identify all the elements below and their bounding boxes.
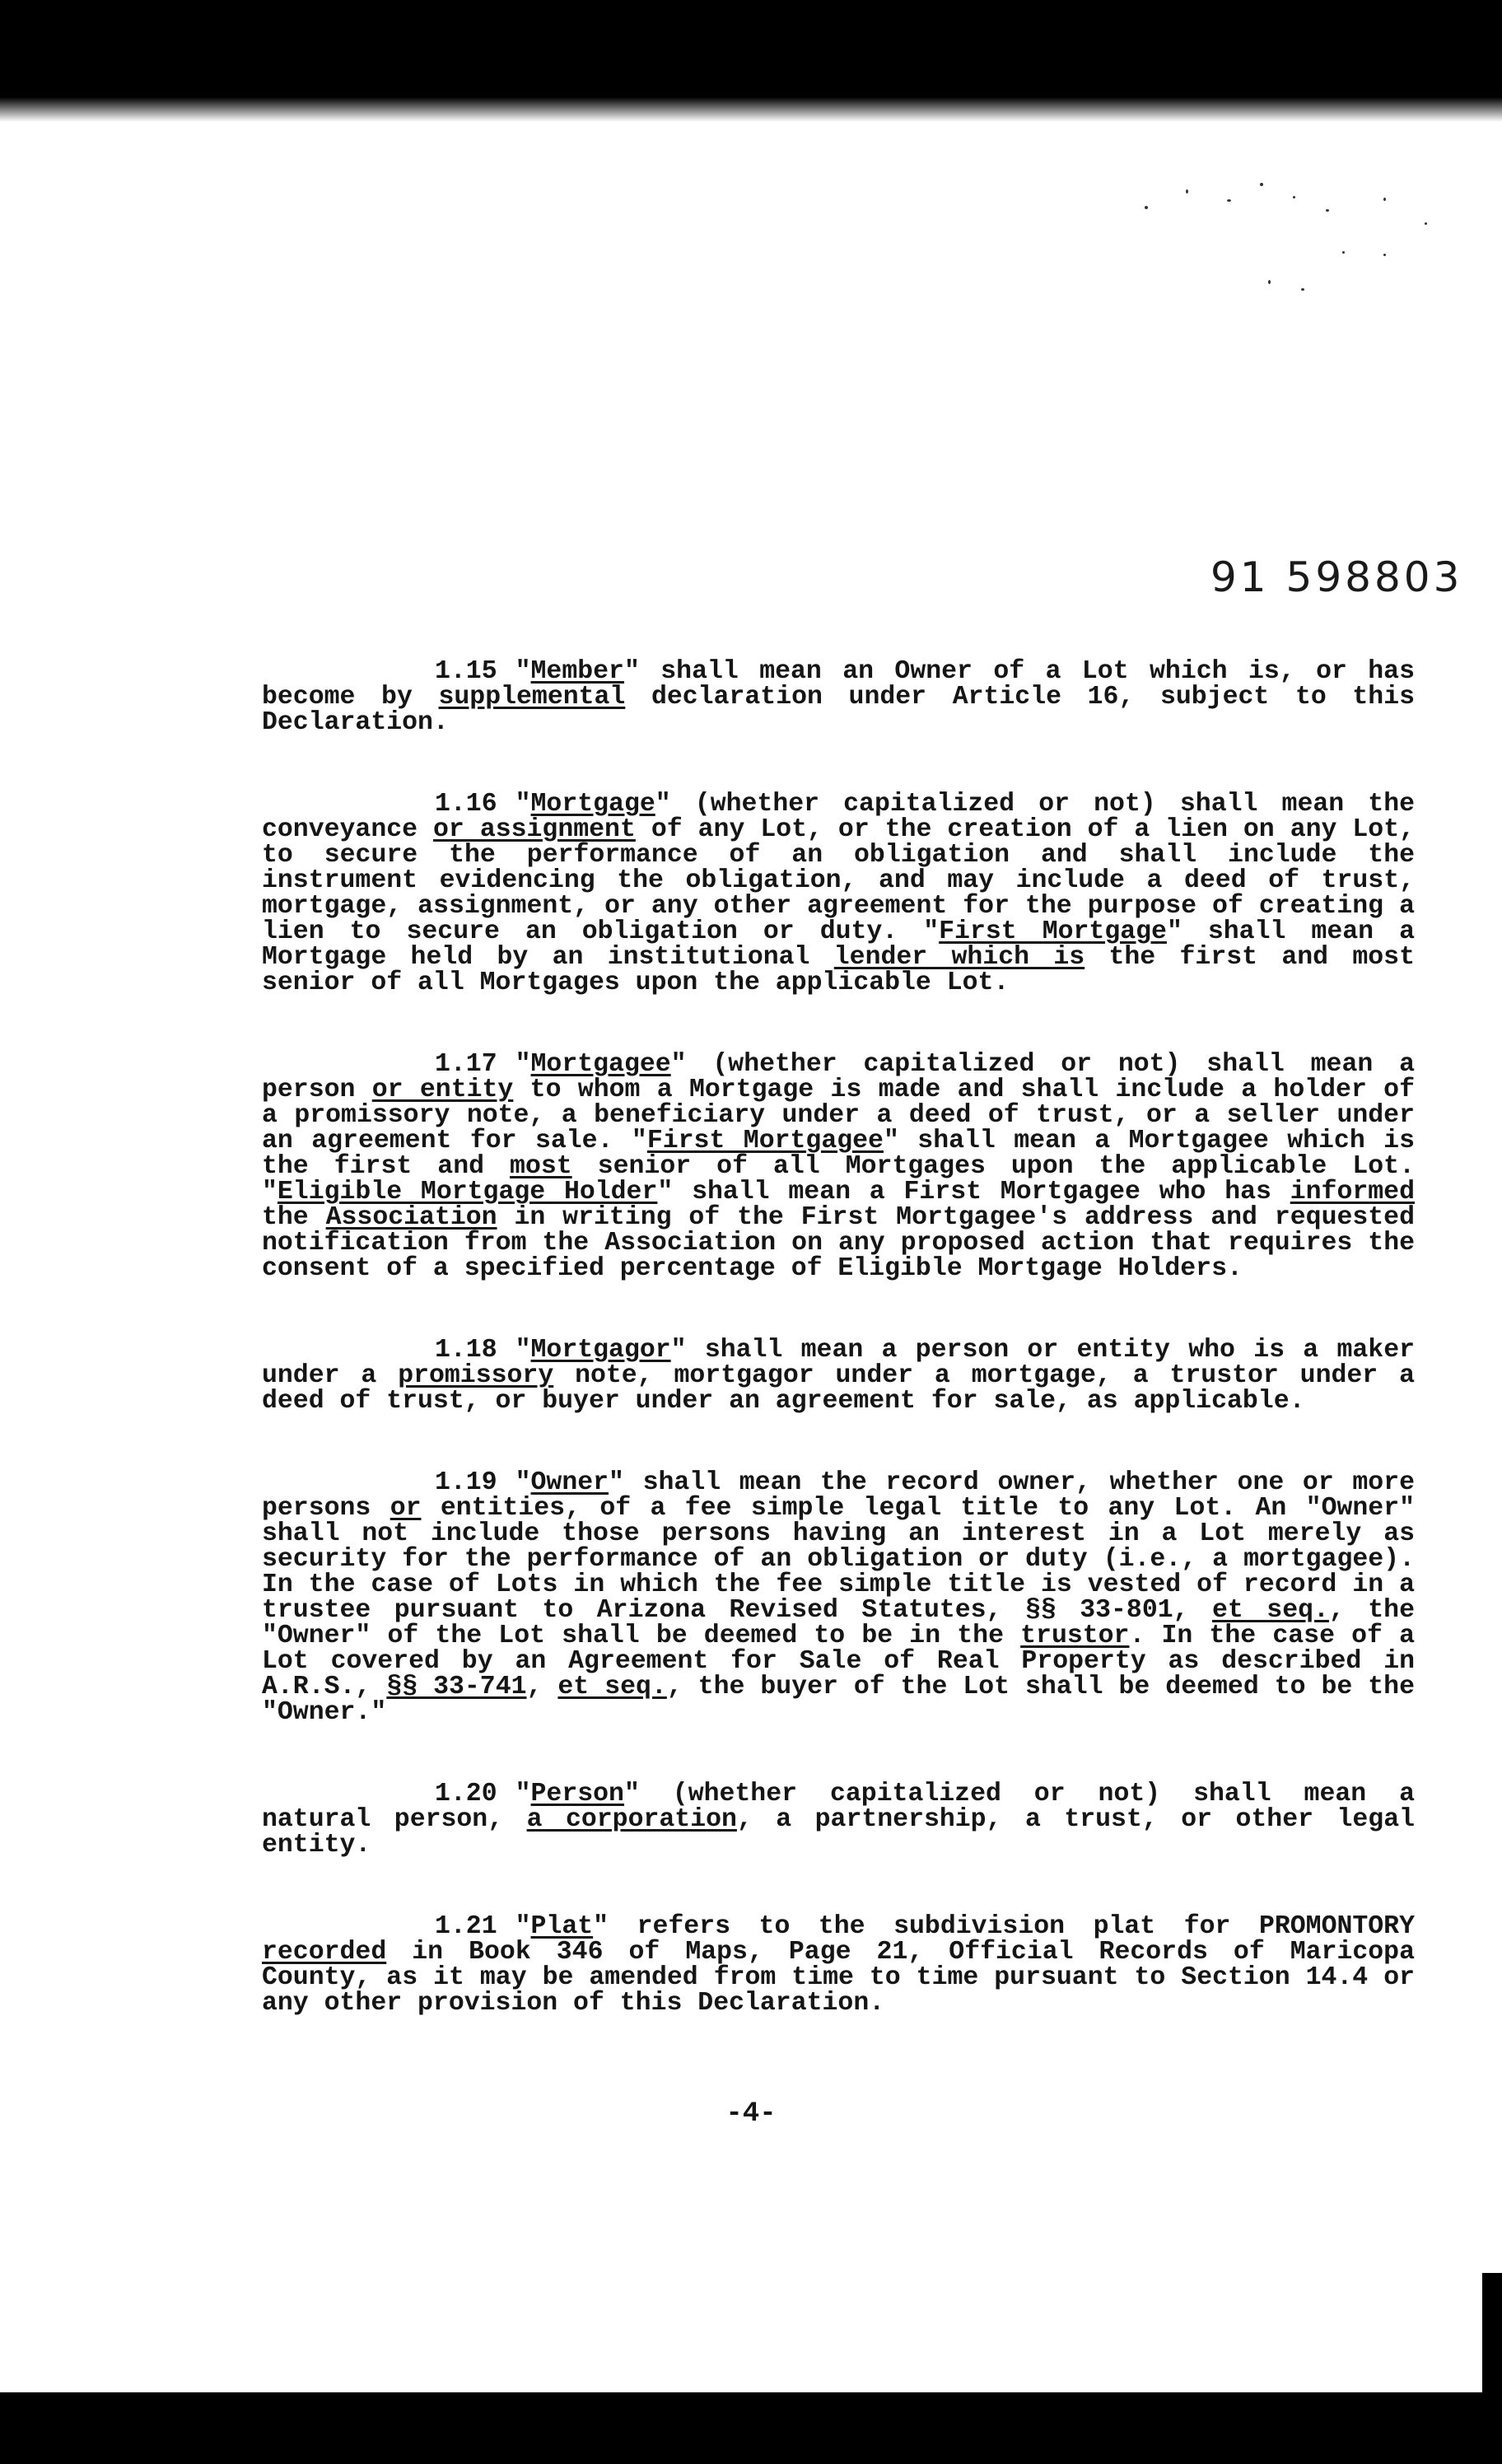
scan-right-edge-mark bbox=[1482, 2273, 1502, 2405]
underlined-term: most bbox=[510, 1152, 572, 1181]
section-text: the bbox=[262, 1203, 326, 1232]
section-number: 1.15 bbox=[435, 657, 497, 686]
section-text: senior of all Mortgages upon the applicable Lot. " bbox=[262, 1152, 1415, 1206]
underlined-term: Eligible Mortgage Holder bbox=[277, 1178, 658, 1206]
underlined-term: §§ 33-741 bbox=[386, 1673, 527, 1701]
underlined-term: trustor bbox=[1020, 1622, 1130, 1650]
underlined-term: Owner bbox=[530, 1468, 609, 1497]
section-number: 1.21 bbox=[435, 1912, 497, 1941]
speckle-dot bbox=[1145, 206, 1148, 209]
underlined-term: First Mortgagee bbox=[646, 1127, 884, 1155]
scan-top-border-fade bbox=[0, 97, 1502, 122]
section-text: " shall mean a First Mortgagee who has bbox=[657, 1178, 1290, 1206]
underlined-term: First Mortgage bbox=[939, 917, 1167, 946]
definition-section bbox=[262, 1470, 1415, 1725]
section-text: in writing of the First Mortgagee's address and requested notification from the Association on any proposed action that requires the consent of a specified percentage of Eligible Mortgage Holders. bbox=[262, 1203, 1415, 1283]
underlined-term: et seq. bbox=[1212, 1596, 1329, 1625]
section-text: to whom a Mortgage is made and shall include a holder of a promissory note, a beneficiary under a deed of trust, or a seller under an agreement for sale. " bbox=[262, 1076, 1415, 1155]
section-text: " (whether capitalized or not) shall mean a person bbox=[262, 1050, 1415, 1104]
speckle-dot bbox=[1425, 222, 1427, 225]
section-text: note, mortgagor under a mortgage, a trustor under a deed of trust, or buyer under an agreement for sale, as applicable. bbox=[262, 1361, 1415, 1416]
speckle-dot bbox=[1383, 198, 1386, 201]
section-text: entities, of a fee simple legal title to any Lot. An "Owner" shall not include those persons having an interest in a Lot merely as security for the performance of an obligation or duty (i.e., a mortgagee). In the case of Lots in which the fee simple title is vested of record in a trustee pursuant to Arizona Revised Statutes, §§ 33-801, bbox=[262, 1494, 1415, 1625]
speckle-dot bbox=[1301, 288, 1304, 291]
definition-section bbox=[262, 791, 1415, 996]
section-text: " bbox=[515, 790, 531, 819]
underlined-term: or assignment bbox=[433, 815, 636, 844]
page-number: -4- bbox=[725, 2098, 777, 2130]
section-number: 1.18 bbox=[435, 1336, 497, 1365]
underlined-term: Member bbox=[530, 657, 624, 686]
speckle-dot bbox=[1293, 196, 1295, 198]
section-text: " bbox=[515, 1468, 531, 1497]
speckle-dot bbox=[1186, 189, 1188, 194]
underlined-term: recorded bbox=[262, 1938, 387, 1967]
underlined-term: or bbox=[389, 1494, 422, 1523]
scan-speckle-noise bbox=[1136, 173, 1449, 321]
definition-section bbox=[262, 1914, 1415, 2016]
underlined-term: Person bbox=[530, 1780, 624, 1808]
underlined-term: Plat bbox=[530, 1912, 594, 1941]
section-text: " bbox=[515, 657, 531, 686]
section-text: " (whether capitalized or not) shall mean a natural person, bbox=[262, 1780, 1415, 1834]
underlined-term: informed bbox=[1290, 1178, 1415, 1206]
underlined-term: Mortgagor bbox=[530, 1336, 671, 1365]
section-text: " shall mean a Mortgage held by an institutional bbox=[262, 917, 1415, 972]
section-text: " bbox=[515, 1912, 531, 1941]
definition-section bbox=[262, 659, 1415, 735]
scan-top-border bbox=[0, 0, 1502, 107]
definition-section bbox=[262, 1052, 1415, 1281]
speckle-dot bbox=[1383, 254, 1386, 256]
section-text: " shall mean an Owner of a Lot which is, or has become by bbox=[262, 657, 1415, 712]
underlined-term: or entity bbox=[371, 1076, 514, 1104]
section-text: declaration under Article 16, subject to this Declaration. bbox=[262, 683, 1416, 737]
section-text: " shall mean the record owner, whether one or more persons bbox=[262, 1468, 1415, 1523]
section-text: , bbox=[526, 1673, 558, 1701]
section-text: . In the case of a Lot covered by an Agreement for Sale of Real Property as described in A.R.S., bbox=[262, 1622, 1415, 1701]
section-text: " refers to the subdivision plat for PROMONTORY bbox=[593, 1912, 1415, 1941]
section-text: in Book 346 of Maps, Page 21, Official Records of Maricopa County, as it may be amended from time to time pursuant to Section 14.4 or any other provision of this Declaration. bbox=[262, 1938, 1415, 2018]
section-number: 1.19 bbox=[435, 1468, 497, 1497]
section-text: " (whether capitalized or not) shall mean the conveyance bbox=[262, 790, 1415, 844]
section-text: , the buyer of the Lot shall be deemed to be the "Owner." bbox=[262, 1673, 1415, 1727]
speckle-dot bbox=[1260, 183, 1263, 186]
speckle-dot bbox=[1227, 199, 1231, 202]
section-text: " bbox=[515, 1780, 531, 1808]
section-text: " bbox=[515, 1336, 531, 1365]
underlined-term: et seq. bbox=[557, 1673, 667, 1701]
section-text: , the "Owner" of the Lot shall be deemed to be in the bbox=[262, 1596, 1415, 1650]
underlined-term: Mortgage bbox=[530, 790, 655, 819]
scan-bottom-border bbox=[0, 2392, 1502, 2464]
section-text: " bbox=[515, 1050, 531, 1079]
definition-section bbox=[262, 1781, 1415, 1858]
underlined-term: Mortgagee bbox=[530, 1050, 671, 1079]
speckle-dot bbox=[1268, 280, 1271, 284]
recording-number: 91 598803 bbox=[1210, 553, 1463, 601]
underlined-term: a corporation bbox=[526, 1805, 737, 1834]
declaration-body bbox=[262, 659, 1415, 2072]
speckle-dot bbox=[1326, 209, 1329, 212]
section-text: of any Lot, or the creation of a lien on any Lot, to secure the performance of an obligation and shall include the instrument evidencing the obligation, and may include a deed of trust, mortgage, assignment, or any other agreement for the purpose of creating a lien to secure an obligation or duty. " bbox=[262, 815, 1416, 946]
underlined-term: lender which is bbox=[833, 943, 1085, 972]
section-text: the first and most senior of all Mortgages upon the applicable Lot. bbox=[262, 943, 1415, 997]
section-text: " shall mean a person or entity who is a maker under a bbox=[262, 1336, 1415, 1390]
section-number: 1.17 bbox=[435, 1050, 497, 1079]
underlined-term: promissory bbox=[398, 1361, 554, 1390]
section-number: 1.16 bbox=[435, 790, 497, 819]
section-text: , a partnership, a trust, or other legal entity. bbox=[262, 1805, 1415, 1860]
underlined-term: supplemental bbox=[438, 683, 626, 712]
underlined-term: Association bbox=[325, 1203, 497, 1232]
speckle-dot bbox=[1342, 251, 1345, 254]
section-text: " shall mean a Mortgagee which is the first and bbox=[262, 1127, 1415, 1181]
definition-section bbox=[262, 1337, 1415, 1414]
section-number: 1.20 bbox=[435, 1780, 497, 1808]
